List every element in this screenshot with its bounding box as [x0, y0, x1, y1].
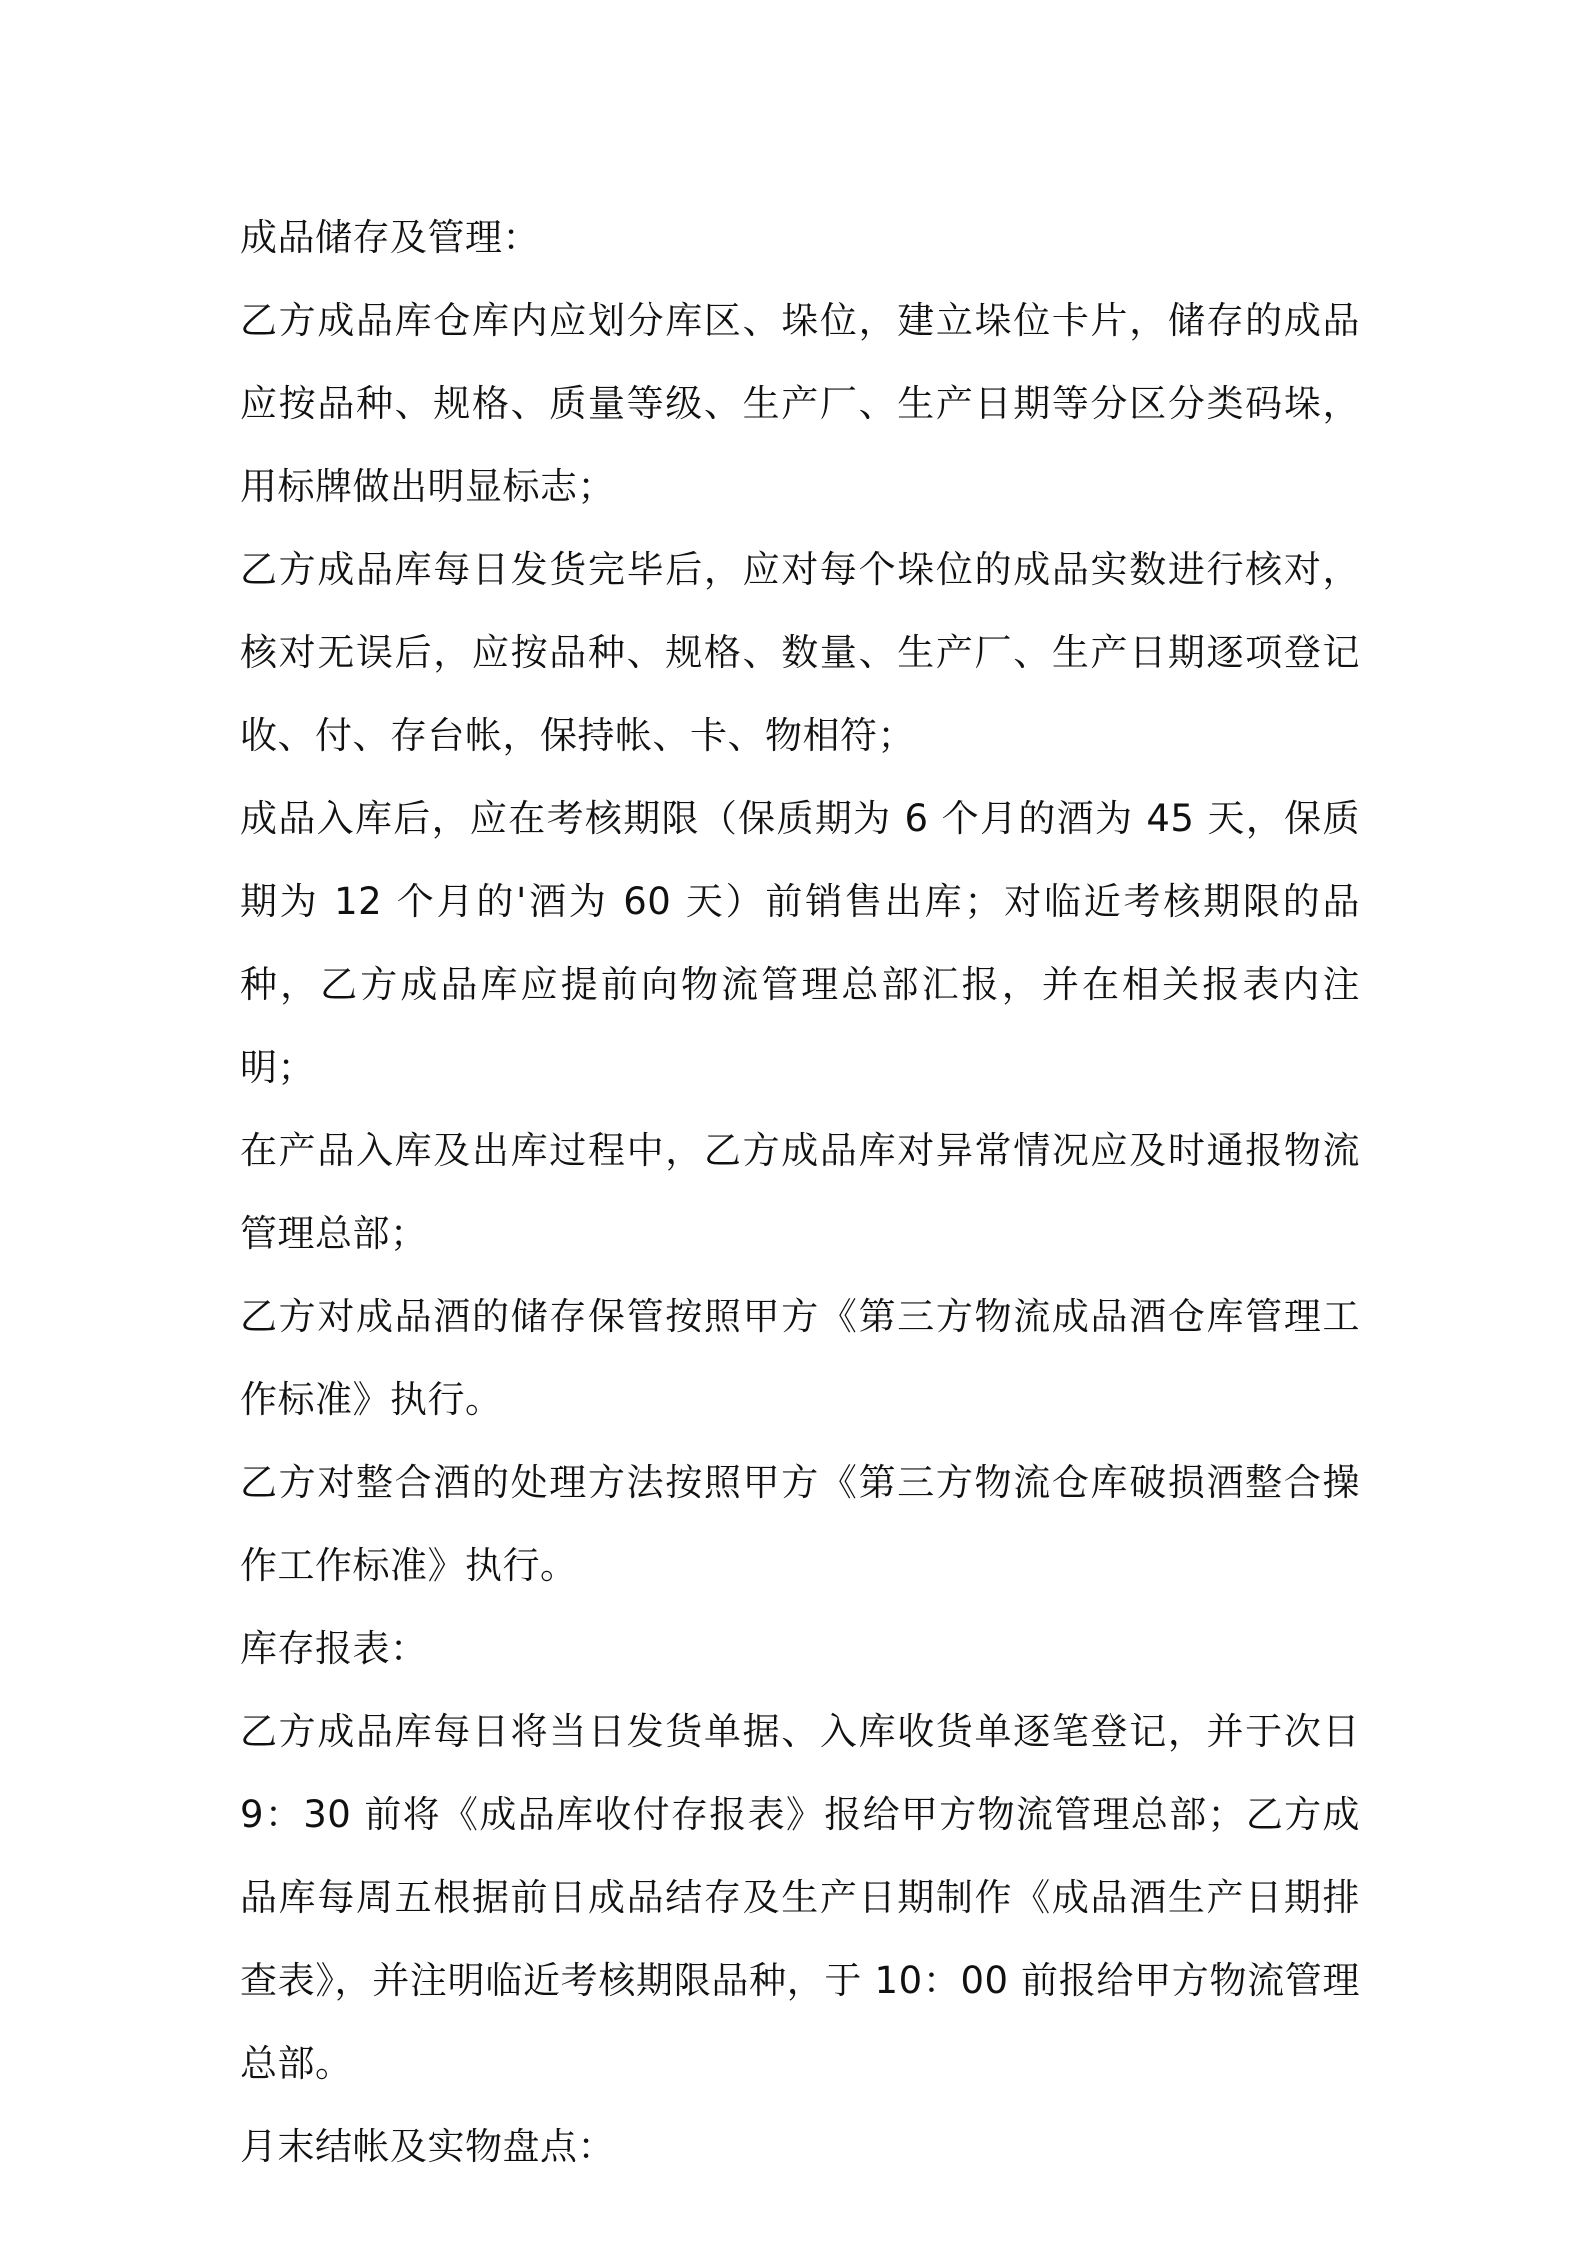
section-heading-month-end: 月末结帐及实物盘点： — [240, 2125, 615, 2168]
paragraph-damaged-wine-standard: 乙方对整合酒的处理方法按照甲方《第三方物流仓库破损酒整合操作工作标准》执行。 — [240, 1461, 1360, 1587]
paragraph-storage-zoning: 乙方成品库仓库内应划分库区、垛位，建立垛位卡片，储存的成品应按品种、规格、质量等级、生产厂、生产日期等分区分类码垛，用标牌做出明显标志； — [240, 299, 1360, 508]
section-heading-storage: 成品储存及管理： — [240, 216, 540, 259]
paragraph-report-schedule: 乙方成品库每日将当日发货单据、入库收货单逐笔登记，并于次日 9：30 前将《成品库收付存报表》报给甲方物流管理总部；乙方成品库每周五根据前日成品结存及生产日期制作《成品酒生产日期排查表》，并注明临近考核期限品种，于 10：00 前报给甲方物流管理总部。 — [240, 1710, 1360, 2085]
paragraph-assessment-period: 成品入库后，应在考核期限（保质期为 6 个月的酒为 45 天，保质期为 12 个月的'酒为 60 天）前销售出库；对临近考核期限的品种，乙方成品库应提前向物流管理总部汇报，并在相关报表内注明； — [240, 797, 1360, 1089]
paragraph-abnormal-report: 在产品入库及出库过程中，乙方成品库对异常情况应及时通报物流管理总部； — [240, 1129, 1360, 1255]
document-body — [240, 196, 1360, 2188]
section-heading-inventory-report: 库存报表： — [240, 1627, 428, 1670]
paragraph-daily-check: 乙方成品库每日发货完毕后，应对每个垛位的成品实数进行核对，核对无误后，应按品种、规格、数量、生产厂、生产日期逐项登记收、付、存台帐，保持帐、卡、物相符； — [240, 548, 1360, 757]
paragraph-storage-standard: 乙方对成品酒的储存保管按照甲方《第三方物流成品酒仓库管理工作标准》执行。 — [240, 1295, 1360, 1421]
